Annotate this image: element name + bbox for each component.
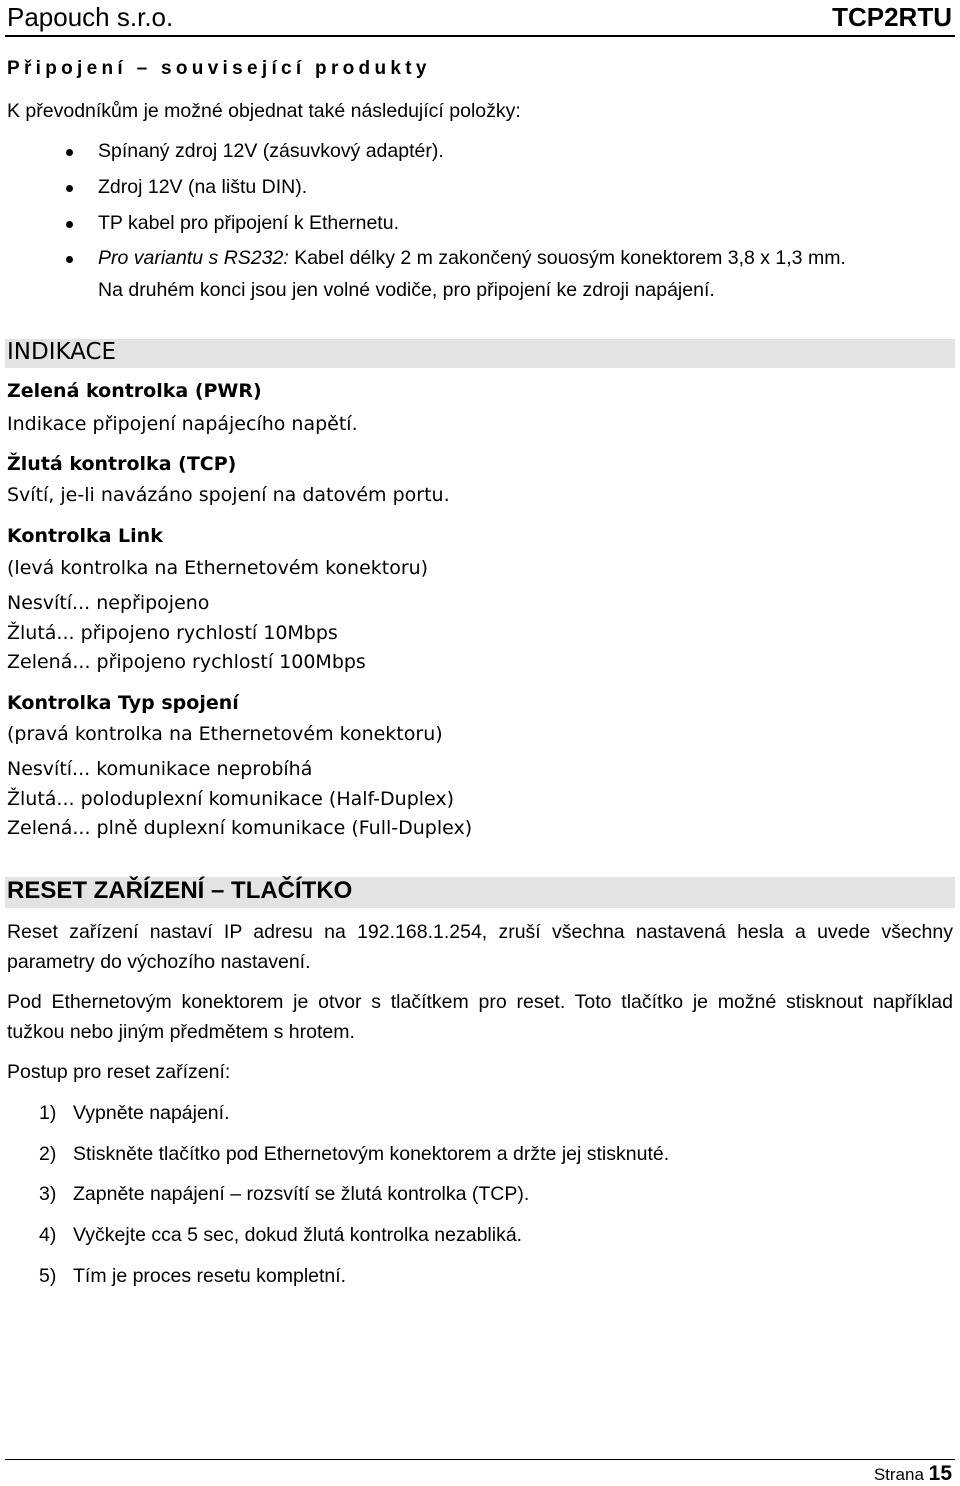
step-number: 5) [39, 1265, 57, 1287]
type-subtitle: (pravá kontrolka na Ethernetovém konektoru) [7, 723, 443, 745]
connect-item-4 [98, 247, 846, 270]
section-title-indikace: INDIKACE [7, 339, 117, 365]
connect-item-3: TP kabel pro připojení k Ethernetu. [98, 212, 399, 234]
link-row-state: Zelená... [7, 651, 91, 673]
type-row-state: Žlutá... [7, 788, 75, 810]
link-row [7, 622, 338, 644]
reset-paragraph-2: Pod Ethernetovým konektorem je otvor s tlačítkem pro reset. Toto tlačítko je možné stisknout například tužkou nebo jiným předmětem s hrotem. [7, 991, 953, 1043]
step-number: 3) [39, 1183, 57, 1205]
connect-item-1: Spínaný zdroj 12V (zásuvkový adaptér). [98, 140, 444, 162]
page-footer [874, 1462, 952, 1486]
step-text: Zapněte napájení – rozsvítí se žlutá kontrolka (TCP). [73, 1183, 530, 1205]
bullet-icon [66, 185, 73, 192]
section-title-reset: RESET ZAŘÍZENÍ – TLAČÍTKO [7, 877, 353, 904]
tcp-title: Žlutá kontrolka (TCP) [7, 453, 237, 475]
link-subtitle: (levá kontrolka na Ethernetovém konektoru) [7, 557, 429, 579]
type-row [7, 817, 472, 839]
reset-paragraph-1: Reset zařízení nastaví IP adresu na 192.168.1.254, zruší všechna nastavená hesla a uvede všechny parametry do výchozího nastavení. [7, 921, 953, 973]
connect-intro: K převodníkům je možné objednat také následující položky: [7, 100, 521, 122]
tcp-text: Svítí, je-li navázáno spojení na datovém portu. [7, 484, 450, 506]
step-number: 2) [39, 1143, 57, 1165]
link-row-state: Nesvítí... [7, 592, 91, 614]
step-text: Stiskněte tlačítko pod Ethernetovým konektorem a držte jej stisknuté. [73, 1143, 670, 1165]
step-number: 4) [39, 1224, 57, 1246]
type-row [7, 758, 312, 780]
connect-item-2: Zdroj 12V (na lištu DIN). [98, 176, 308, 198]
bullet-icon [66, 149, 73, 156]
product-name: TCP2RTU [832, 2, 952, 32]
link-row [7, 651, 366, 673]
link-row-meaning: připojeno rychlostí 100Mbps [96, 651, 366, 673]
step-text: Vyčkejte cca 5 sec, dokud žlutá kontrolka nezabliká. [73, 1224, 523, 1246]
type-row-meaning: poloduplexní komunikace (Half-Duplex) [80, 788, 455, 810]
connect-item-4-prefix: Pro variantu s RS232: [98, 247, 289, 269]
footer-rule [5, 1459, 955, 1460]
step-text: Vypněte napájení. [73, 1102, 230, 1124]
link-row-meaning: nepřipojeno [96, 592, 210, 614]
step-text: Tím je proces resetu kompletní. [73, 1265, 347, 1287]
page-label: Strana [873, 1465, 924, 1484]
step-number: 1) [39, 1102, 57, 1124]
connect-item-4-cont: Na druhém konci jsou jen volné vodiče, pro připojení ke zdroji napájení. [98, 279, 715, 301]
type-row [7, 788, 454, 810]
section-title-connect: Připojení – související produkty [7, 58, 431, 79]
bullet-icon [66, 221, 73, 228]
header-rule [5, 35, 955, 37]
connect-item-4-text: Kabel délky 2 m zakončený souosým konektorem 3,8 x 1,3 mm. [294, 247, 846, 269]
type-row-meaning: plně duplexní komunikace (Full-Duplex) [96, 817, 473, 839]
type-row-state: Nesvítí... [7, 758, 91, 780]
pwr-title: Zelená kontrolka (PWR) [7, 380, 262, 402]
pwr-text: Indikace připojení napájecího napětí. [7, 413, 358, 435]
type-row-state: Zelená... [7, 817, 91, 839]
link-row [7, 592, 209, 614]
section-band-indikace [5, 339, 955, 368]
bullet-icon [66, 256, 73, 263]
type-row-meaning: komunikace neprobíhá [96, 758, 313, 780]
reset-steps-intro: Postup pro reset zařízení: [7, 1061, 231, 1083]
link-row-meaning: připojeno rychlostí 10Mbps [80, 622, 338, 644]
company-name: Papouch s.r.o. [7, 2, 174, 32]
link-row-state: Žlutá... [7, 622, 75, 644]
page-number: 15 [928, 1462, 952, 1485]
link-title: Kontrolka Link [7, 525, 163, 547]
type-title: Kontrolka Typ spojení [7, 692, 239, 714]
